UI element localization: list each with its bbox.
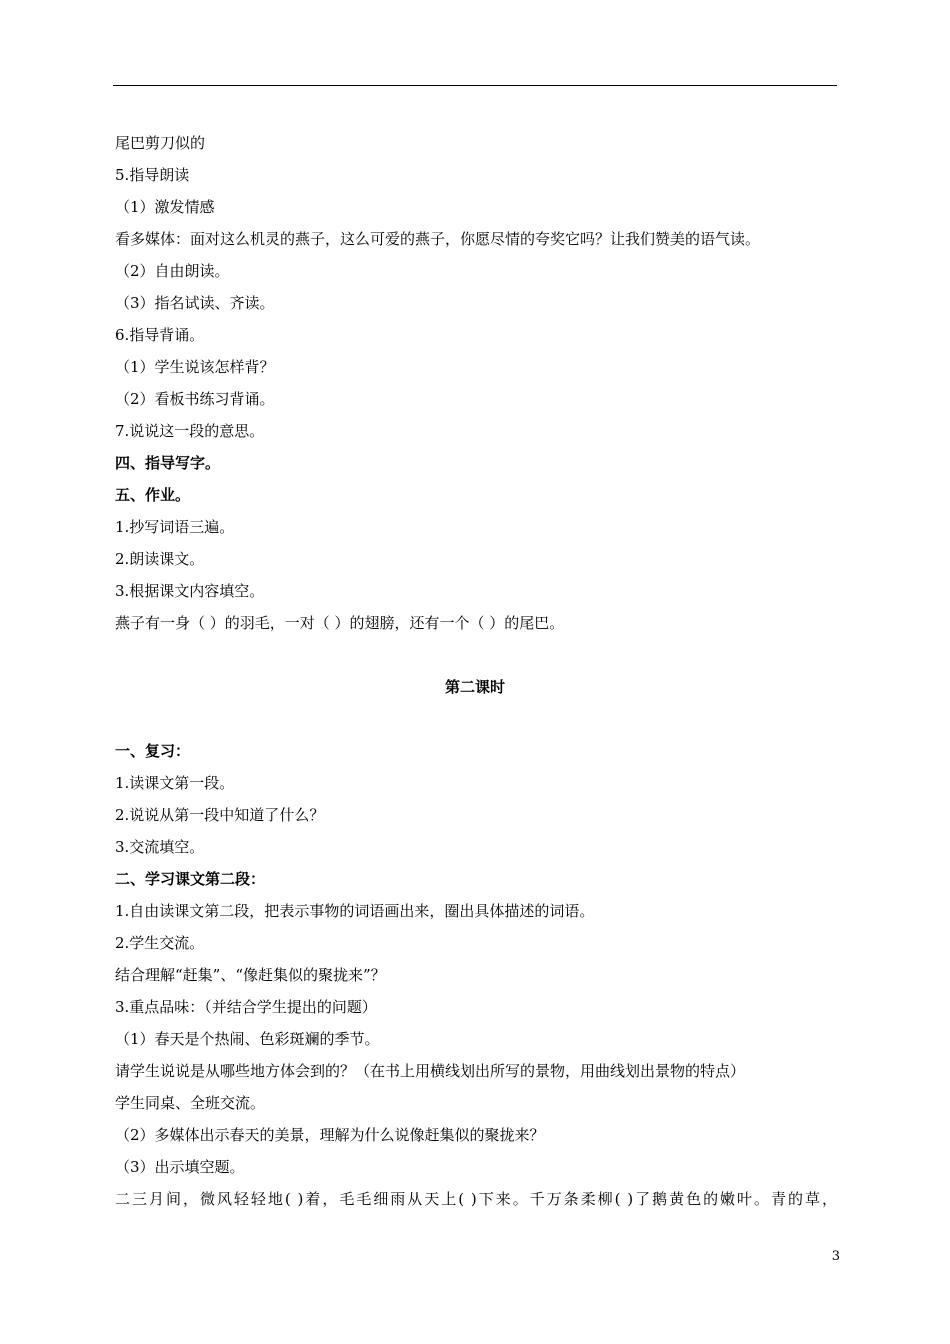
header-rule: [113, 85, 837, 86]
text-line: 尾巴剪刀似的: [115, 134, 206, 152]
text-line: 3.根据课文内容填空。: [115, 582, 265, 600]
text-line: 2.说说从第一段中知道了什么？: [115, 806, 325, 824]
section-heading: 一、复习：: [115, 742, 191, 760]
text-line: （3）指名试读、齐读。: [115, 294, 275, 312]
text-line: （1）春天是个热闹、色彩斑斓的季节。: [115, 1030, 380, 1048]
text-line: （1）学生说该怎样背？: [115, 358, 275, 376]
text-line: 看多媒体：面对这么机灵的燕子，这么可爱的燕子，你愿尽情的夸奖它吗？让我们赞美的语气读。: [115, 230, 761, 248]
text-line: 3.重点品味：（并结合学生提出的问题）: [115, 998, 377, 1016]
page-number: 3: [831, 1249, 840, 1264]
text-line: 1.抄写词语三遍。: [115, 518, 235, 536]
text-line: 3.交流填空。: [115, 838, 205, 856]
text-line: 二三月间，微风轻轻地( )着，毛毛细雨从天上( )下来。千万条柔柳( )了鹅黄色的嫩叶。青的草，: [115, 1190, 837, 1208]
text-line: 5.指导朗读: [115, 166, 190, 184]
section-heading: 五、作业。: [115, 486, 191, 504]
lesson-title: 第二课时: [444, 678, 505, 696]
text-line: 燕子有一身（ ）的羽毛，一对（ ）的翅膀，还有一个（ ）的尾巴。: [115, 614, 565, 632]
text-line: 1.自由读课文第二段，把表示事物的词语画出来，圈出具体描述的词语。: [115, 902, 595, 920]
text-line: （2）多媒体出示春天的美景，理解为什么说像赶集似的聚拢来？: [115, 1126, 545, 1144]
text-line: 2.朗读课文。: [115, 550, 205, 568]
text-line: （2）自由朗读。: [115, 262, 230, 280]
section-heading: 二、学习课文第二段：: [115, 870, 266, 888]
text-line: 2.学生交流。: [115, 934, 205, 952]
section-heading: 四、指导写字。: [115, 454, 221, 472]
text-line: 请学生说说是从哪些地方体会到的？（在书上用横线划出所写的景物，用曲线划出景物的特点）: [115, 1062, 746, 1080]
text-line: 学生同桌、全班交流。: [115, 1094, 266, 1112]
text-line: （3）出示填空题。: [115, 1158, 245, 1176]
text-line: 7.说说这一段的意思。: [115, 422, 265, 440]
text-line: （1）激发情感: [115, 198, 215, 216]
text-line: 1.读课文第一段。: [115, 774, 235, 792]
text-line: 6.指导背诵。: [115, 326, 205, 344]
text-line: 结合理解“赶集”、“像赶集似的聚拢来”？: [115, 966, 386, 984]
text-line: （2）看板书练习背诵。: [115, 390, 275, 408]
